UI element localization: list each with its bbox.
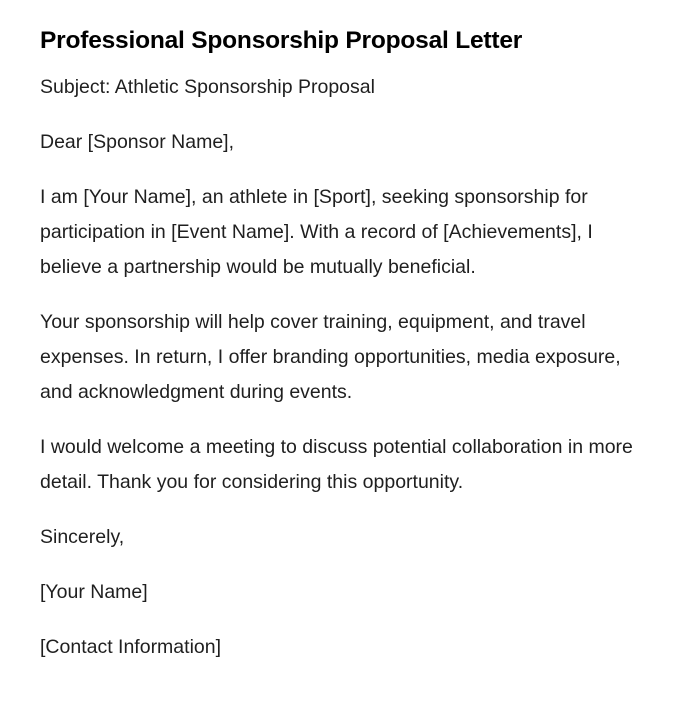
salutation: Dear [Sponsor Name], [40,131,235,153]
body-paragraph-intro: I am [Your Name], an athlete in [Sport], seeking sponsorship for participation in [Event Name]. With a record of [Achievements], I believe a partnership would be mutually beneficial. [40,186,593,278]
contact-information: [Contact Information] [40,636,222,658]
letter-document [40,24,650,685]
body-paragraph-benefits: Your sponsorship will help cover training, equipment, and travel expenses. In return, I offer branding opportunities, media exposure, and acknowledgment during events. [40,311,621,403]
closing-line: Sincerely, [40,526,125,548]
signature-name: [Your Name] [40,581,148,603]
subject-line: Subject: Athletic Sponsorship Proposal [40,76,375,98]
body-paragraph-closing: I would welcome a meeting to discuss potential collaboration in more detail. Thank you for considering this opportunity. [40,436,633,493]
document-title: Professional Sponsorship Proposal Letter [40,27,523,54]
